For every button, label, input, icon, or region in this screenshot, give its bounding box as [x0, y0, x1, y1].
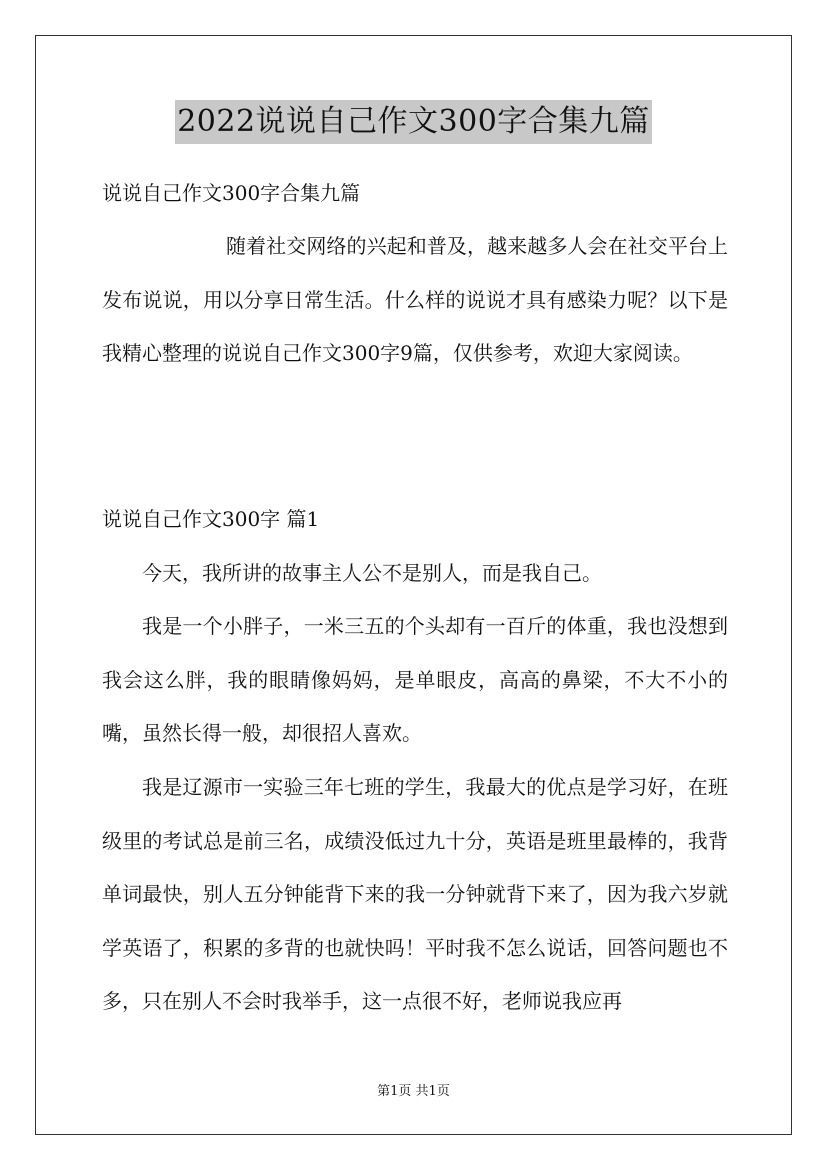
intro-paragraph: 随着社交网络的兴起和普及，越来越多人会在社交平台上发布说说，用以分享日常生活。什么样的说说才具有感染力呢？以下是我精心整理的说说自己作文300字9篇，仅供参考，欢迎大家阅读。: [102, 234, 728, 365]
body-paragraph: 我是辽源市一实验三年七班的学生，我最大的优点是学习好，在班级里的考试总是前三名，成绩没低过九十分，英语是班里最棒的，我背单词最快，别人五分钟能背下来的我一分钟就背下来了，因为我六岁就学英语了，积累的多背的也就快吗！平时我不怎么说话，回答问题也不多，只在别人不会时我举手，这一点很不好，老师说我应再: [102, 775, 728, 1013]
page-footer: 第1页 共1页: [377, 1084, 450, 1099]
body-paragraph: 今天，我所讲的故事主人公不是别人，而是我自己。: [142, 561, 602, 585]
document-subtitle: 说说自己作文300字合集九篇: [102, 181, 361, 205]
body-paragraph: 我是一个小胖子，一米三五的个头却有一百斤的体重，我也没想到我会这么胖，我的眼睛像妈妈，是单眼皮，高高的鼻梁，不大不小的嘴，虽然长得一般，却很招人喜欢。: [102, 614, 728, 745]
section-heading: 说说自己作文300字 篇1: [102, 507, 320, 531]
title-container: [0, 100, 827, 144]
document-title: 2022说说自己作文300字合集九篇: [175, 100, 652, 144]
